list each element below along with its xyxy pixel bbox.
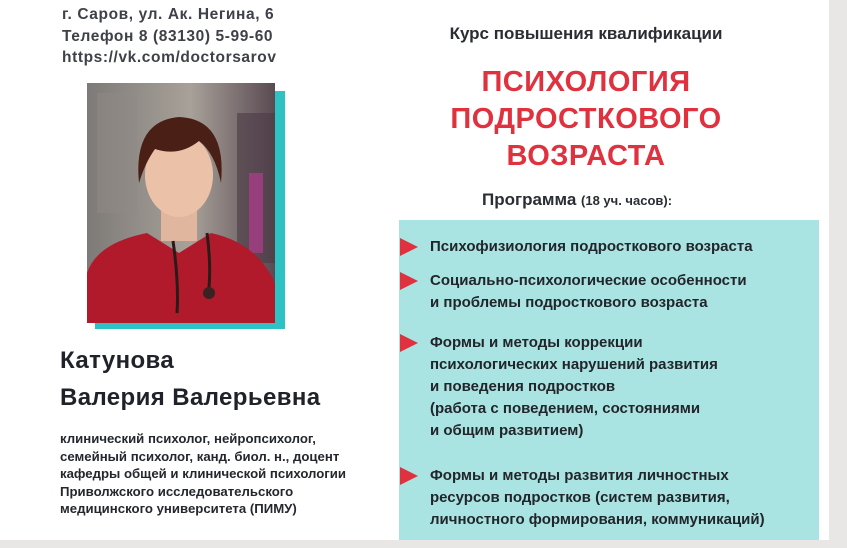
speaker-description-line: семейный психолог, канд. биол. н., доцент — [60, 448, 340, 464]
red-triangle-bullet-icon — [400, 467, 418, 485]
contact-address: г. Саров, ул. Ак. Негина, 6 — [62, 6, 275, 23]
speaker-photo — [87, 83, 275, 323]
speaker-given-names: Валерия Валерьевна — [60, 384, 321, 411]
program-item-line: личностного формирования, коммуникаций) — [430, 511, 765, 528]
program-item-line: и поведения подростков — [430, 378, 616, 395]
course-title — [400, 64, 772, 175]
program-item — [430, 236, 753, 258]
frame-bottom-edge — [0, 540, 847, 548]
course-title-line: ПСИХОЛОГИЯ — [481, 66, 691, 98]
contact-phone: Телефон 8 (83130) 5-99-60 — [62, 28, 274, 45]
program-item — [430, 332, 718, 442]
course-title-line: ВОЗРАСТА — [506, 140, 666, 172]
program-item-line: Социально-психологические особенности — [430, 272, 747, 289]
program-hours: (18 уч. часов): — [581, 193, 673, 208]
speaker-description-line: Приволжского исследовательского — [60, 483, 294, 499]
program-label: Программа — [482, 190, 577, 209]
contact-url: https://vk.com/doctorsarov — [62, 49, 277, 66]
program-item-line: и проблемы подросткового возраста — [430, 294, 708, 311]
program-item-line: Психофизиология подросткового возраста — [430, 238, 753, 255]
red-triangle-bullet-icon — [400, 238, 418, 256]
red-triangle-bullet-icon — [400, 334, 418, 352]
red-triangle-bullet-icon — [400, 272, 418, 290]
program-item-line: ресурсов подростков (систем развития, — [430, 489, 730, 506]
program-item-line: (работа с поведением, состояниями — [430, 400, 701, 417]
course-title-line: ПОДРОСТКОВОГО — [450, 103, 722, 135]
speaker-surname: Катунова — [60, 347, 175, 374]
program-heading — [482, 190, 672, 210]
program-item-line: психологических нарушений развития — [430, 356, 718, 373]
speaker-description-line: кафедры общей и клинической психологии — [60, 466, 347, 482]
program-item — [430, 270, 747, 314]
speaker-description — [60, 430, 400, 518]
program-item — [430, 465, 765, 531]
course-subtitle: Курс повышения квалификации — [449, 24, 723, 43]
speaker-description-line: медицинского университета (ПИМУ) — [60, 501, 297, 517]
program-item-line: и общим развитием) — [430, 422, 584, 439]
program-item-line: Формы и методы развития личностных — [430, 467, 729, 484]
frame-right-edge — [829, 0, 847, 548]
speaker-description-line: клинический психолог, нейропсихолог, — [60, 431, 316, 446]
program-item-line: Формы и методы коррекции — [430, 334, 643, 351]
